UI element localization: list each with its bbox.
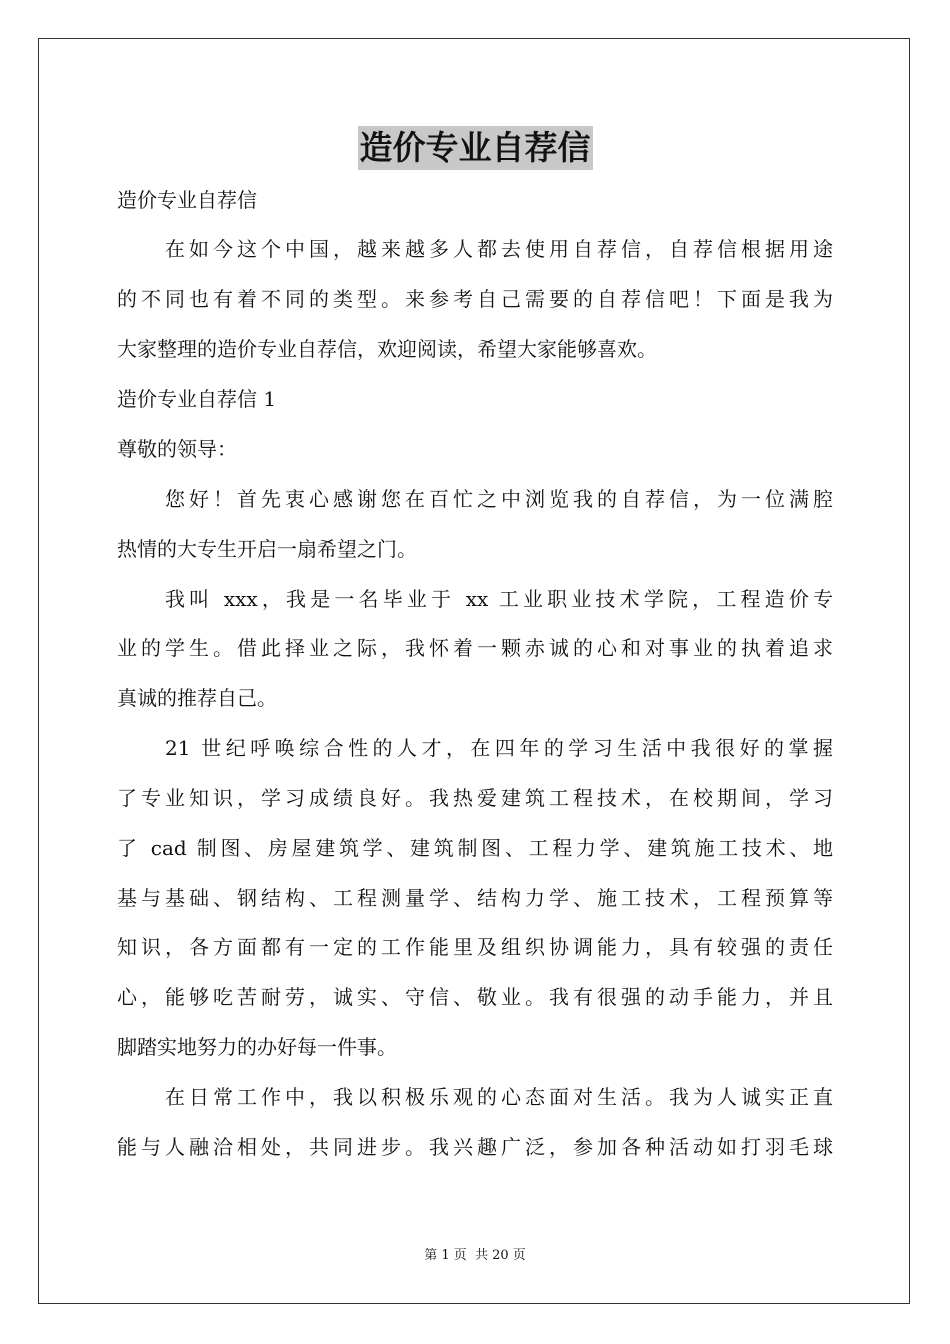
paragraph-line: 能与人融洽相处，共同进步。我兴趣广泛，参加各种活动如打羽毛球 [117, 1135, 833, 1159]
page-footer [0, 1246, 950, 1266]
paragraph-line: 在如今这个中国，越来越多人都去使用自荐信，自荐信根据用途 [165, 237, 833, 261]
document-title: 造价专业自荐信 [358, 126, 593, 170]
paragraph-line: 了专业知识，学习成绩良好。我热爱建筑工程技术，在校期间，学习 [117, 786, 833, 810]
paragraph-line: 热情的大专生开启一扇希望之门。 [117, 537, 417, 561]
paragraph-line: 大家整理的造价专业自荐信，欢迎阅读，希望大家能够喜欢。 [117, 337, 657, 361]
paragraph-line: 在日常工作中，我以积极乐观的心态面对生活。我为人诚实正直 [165, 1085, 833, 1109]
paragraph-line: 业的学生。借此择业之际，我怀着一颗赤诚的心和对事业的执着追求 [117, 636, 833, 660]
paragraph-line: 基与基础、钢结构、工程测量学、结构力学、施工技术，工程预算等 [117, 886, 833, 910]
total-pages: 共 20 页 [474, 1248, 526, 1263]
paragraph-line: 了 cad 制图、房屋建筑学、建筑制图、工程力学、建筑施工技术、地 [117, 836, 833, 860]
page-number: 第 1 页 [424, 1248, 467, 1263]
salutation: 尊敬的领导： [117, 437, 237, 461]
subtitle-line: 造价专业自荐信 [117, 188, 257, 212]
page-border [38, 38, 910, 1304]
paragraph-line: 真诚的推荐自己。 [117, 686, 277, 710]
paragraph-line: 您好！首先衷心感谢您在百忙之中浏览我的自荐信，为一位满腔 [165, 487, 833, 511]
paragraph-line: 心，能够吃苦耐劳，诚实、守信、敬业。我有很强的动手能力，并且 [117, 985, 833, 1009]
paragraph-line: 的不同也有着不同的类型。来参考自己需要的自荐信吧！下面是我为 [117, 287, 833, 311]
title-container [117, 126, 833, 170]
paragraph-line: 21 世纪呼唤综合性的人才，在四年的学习生活中我很好的掌握 [165, 736, 833, 760]
section-heading: 造价专业自荐信 1 [117, 387, 277, 411]
paragraph-line: 脚踏实地努力的办好每一件事。 [117, 1035, 397, 1059]
paragraph-line: 知识，各方面都有一定的工作能里及组织协调能力，具有较强的责任 [117, 935, 833, 959]
paragraph-line: 我叫 xxx，我是一名毕业于 xx 工业职业技术学院，工程造价专 [165, 587, 833, 611]
